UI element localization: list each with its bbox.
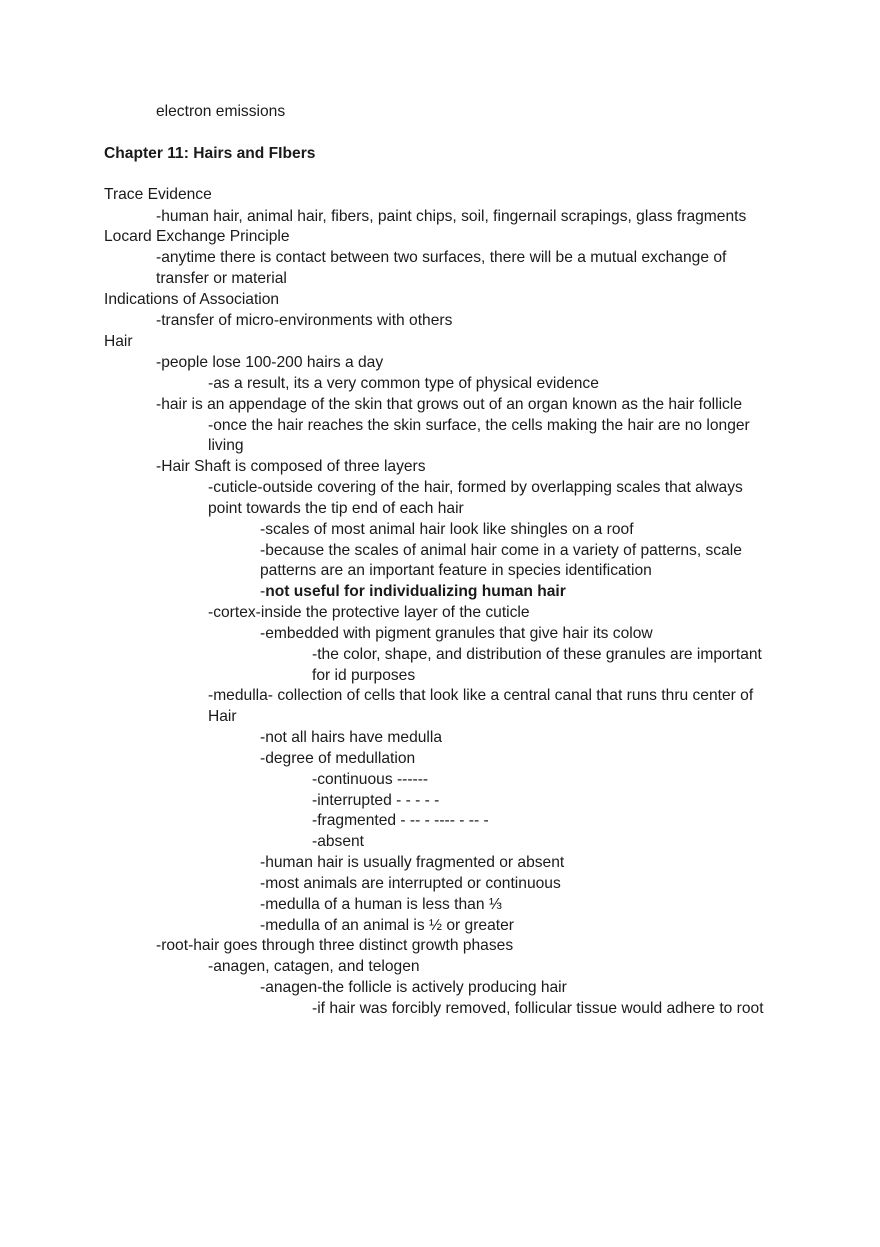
text-line: -medulla of a human is less than ⅓ — [260, 896, 502, 913]
topic-heading: Hair — [104, 333, 133, 350]
bold-emphasis: not useful for individualizing human hair — [265, 583, 566, 600]
text-line: -degree of medullation — [260, 750, 416, 767]
text-line: Hair — [208, 708, 237, 725]
text-line: -fragmented - -- - ---- - -- - — [312, 812, 489, 829]
text-line: -absent — [312, 833, 365, 850]
text-line: -medulla of an animal is ½ or greater — [260, 917, 514, 934]
dash-prefix: - — [260, 583, 266, 600]
text-line: -medulla- collection of cells that look like a central canal that runs thru center of — [208, 687, 754, 704]
topic-heading: Indications of Association — [104, 291, 280, 308]
text-line — [260, 582, 566, 602]
chapter-heading: Chapter 11: Hairs and FIbers — [104, 145, 316, 162]
text-line: -people lose 100-200 hairs a day — [156, 354, 384, 371]
text-line: -scales of most animal hair look like shingles on a roof — [260, 521, 634, 538]
text-line: -most animals are interrupted or continuous — [260, 875, 561, 892]
text-line: living — [208, 437, 244, 454]
text-line: electron emissions — [156, 103, 286, 120]
text-line: -once the hair reaches the skin surface, the cells making the hair are no longer — [208, 417, 750, 434]
text-line: -cuticle-outside covering of the hair, formed by overlapping scales that always — [208, 479, 743, 496]
text-line: -hair is an appendage of the skin that grows out of an organ known as the hair follicle — [156, 396, 742, 413]
text-line: -anagen-the follicle is actively producing hair — [260, 979, 567, 996]
text-line: -not all hairs have medulla — [260, 729, 443, 746]
topic-heading: Trace Evidence — [104, 186, 212, 203]
text-line: transfer or material — [156, 270, 287, 287]
text-line: -root-hair goes through three distinct growth phases — [156, 937, 514, 954]
text-line: -embedded with pigment granules that give hair its colow — [260, 625, 653, 642]
text-line: -continuous ------ — [312, 771, 429, 788]
text-line: -anytime there is contact between two surfaces, there will be a mutual exchange of — [156, 249, 727, 266]
topic-heading: Locard Exchange Principle — [104, 228, 290, 245]
text-line: for id purposes — [312, 667, 416, 684]
text-line: -transfer of micro-environments with others — [156, 312, 453, 329]
text-line: point towards the tip end of each hair — [208, 500, 464, 517]
text-line: -interrupted - - - - - — [312, 792, 440, 809]
text-line: -the color, shape, and distribution of these granules are important — [312, 646, 762, 663]
text-line: -if hair was forcibly removed, follicular tissue would adhere to root — [312, 1000, 764, 1017]
text-line: -because the scales of animal hair come in a variety of patterns, scale — [260, 542, 742, 559]
text-line: -Hair Shaft is composed of three layers — [156, 458, 426, 475]
text-line: -as a result, its a very common type of physical evidence — [208, 375, 599, 392]
text-line: -cortex-inside the protective layer of the cuticle — [208, 604, 530, 621]
text-line: patterns are an important feature in species identification — [260, 562, 652, 579]
text-line: -human hair is usually fragmented or absent — [260, 854, 565, 871]
text-line: -human hair, animal hair, fibers, paint chips, soil, fingernail scrapings, glass fragments — [156, 208, 747, 225]
text-line: -anagen, catagen, and telogen — [208, 958, 420, 975]
